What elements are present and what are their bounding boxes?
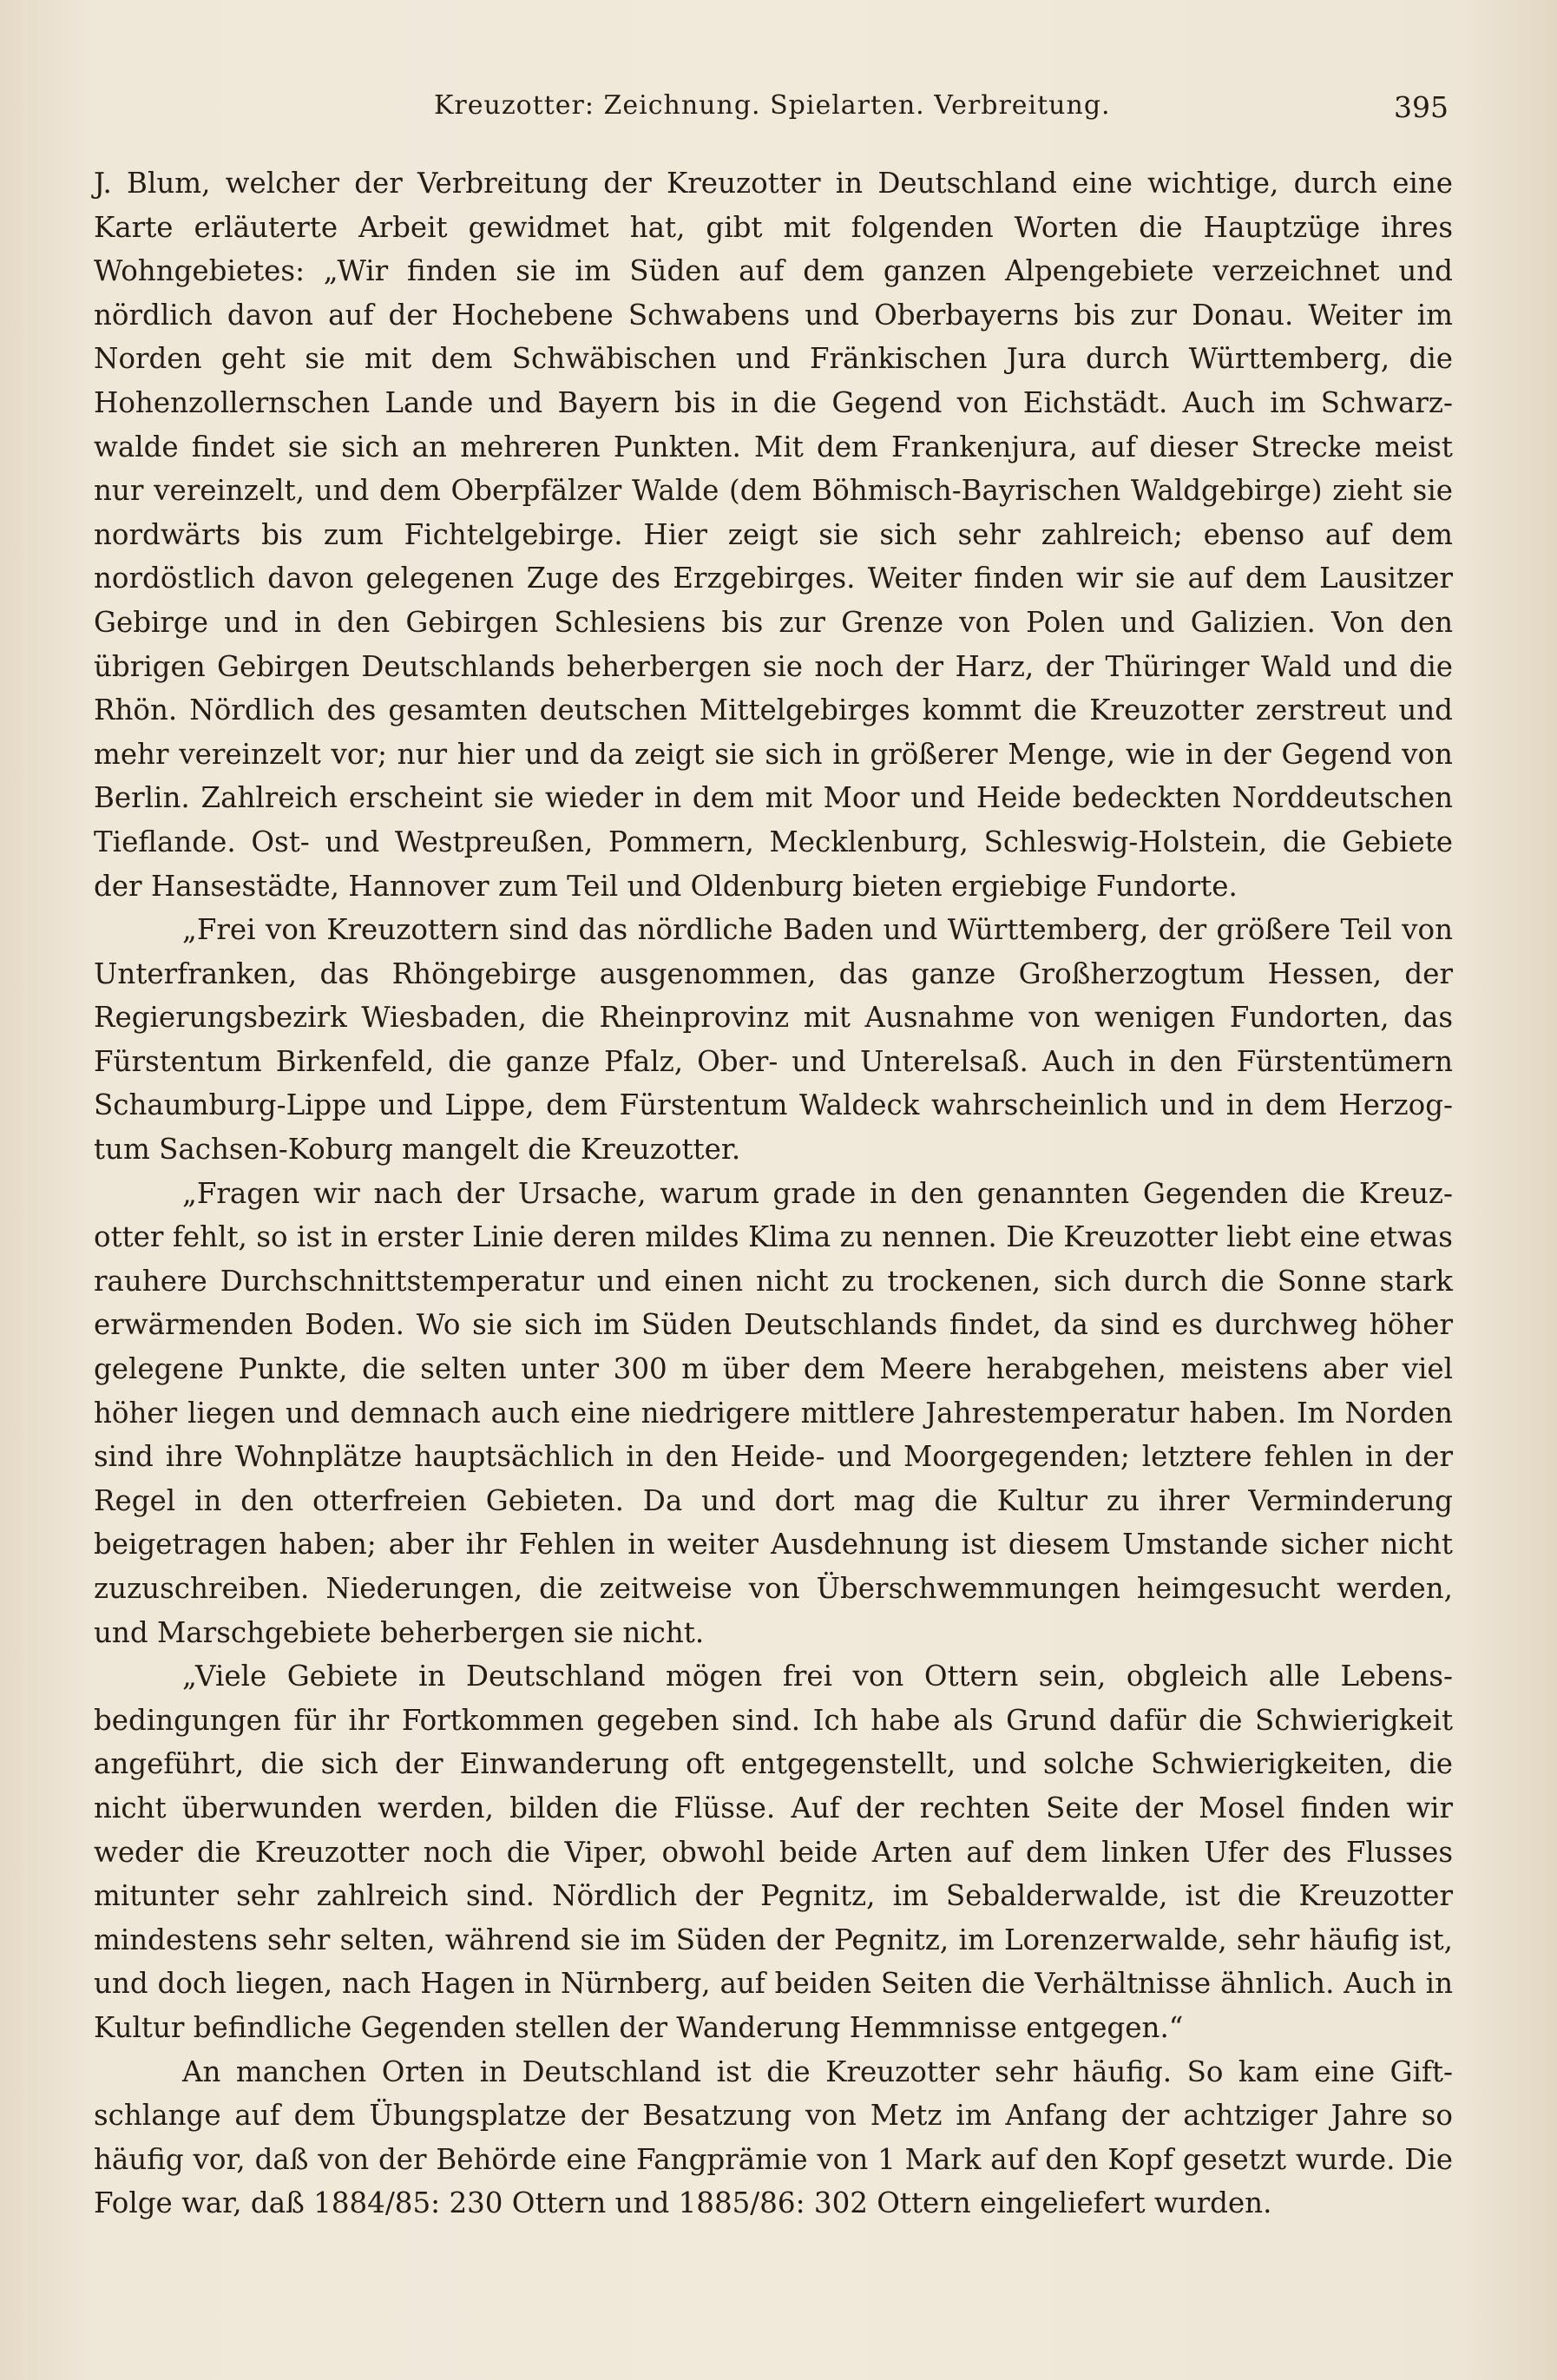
- paragraph-5: An manchen Orten in Deutschland ist die Kreuzotter sehr häufig. So kam eine Giftschlange auf dem Übungsplatze der Besatzung von Metz im Anfang der achtziger Jahre so häufig vor, daß von der Behörde eine Fangprämie von 1 Mark auf den Kopf gesetzt wurde. Die Folge war, daß 1884/85: 230 Ottern und 1885/86: 302 Ottern eingeliefert wurden.: [94, 2055, 1453, 2220]
- paragraph-1: J. Blum, welcher der Verbreitung der Kreuzotter in Deutschland eine wichtige, durch eine Karte erläuterte Arbeit gewidmet hat, gibt mit folgenden Worten die Hauptzüge ihres Wohngebietes: „Wir finden sie im Süden auf dem ganzen Alpengebiete verzeichnet und nördlich davon auf der Hochebene Schwabens und Oberbayerns bis zur Donau. Weiter im Norden geht sie mit dem Schwäbischen und Fränkischen Jura durch Württemberg, die Hohenzollernschen Lande und Bayern bis in die Gegend von Eichstädt. Auch im Schwarzwalde findet sie sich an mehreren Punkten. Mit dem Frankenjura, auf dieser Strecke meist nur vereinzelt, und dem Oberpfälzer Walde (dem Böhmisch-Bayrischen Waldgebirge) zieht sie nordwärts bis zum Fichtelgebirge. Hier zeigt sie sich sehr zahlreich; ebenso auf dem nordöstlich davon gelegenen Zuge des Erzgebirges. Weiter finden wir sie auf dem Lausitzer Gebirge und in den Gebirgen Schlesiens bis zur Grenze von Polen und Galizien. Von den übrigen Gebirgen Deutschlands beherbergen sie noch der Harz, der Thüringer Wald und die Rhön. Nördlich des gesamten deutschen Mittelgebirges kommt die Kreuzotter zerstreut und mehr vereinzelt vor; nur hier und da zeigt sie sich in größerer Menge, wie in der Gegend von Berlin. Zahlreich erscheint sie wieder in dem mit Moor und Heide bedeckten Norddeutschen Tieflande. Ost- und Westpreußen, Pommern, Mecklenburg, Schleswig-Holstein, die Gebiete der Hansestädte, Hannover zum Teil und Oldenburg bieten ergiebige Fundorte.: [94, 167, 1453, 903]
- paragraph-3: „Fragen wir nach der Ursache, warum grade in den genannten Gegenden die Kreuzotter fehlt, so ist in erster Linie deren mildes Klima zu nennen. Die Kreuzotter liebt eine etwas rauhere Durchschnittstemperatur und einen nicht zu trockenen, sich durch die Sonne stark erwärmenden Boden. Wo sie sich im Süden Deutschlands findet, da sind es durchweg höher gelegene Punkte, die selten unter 300 m über dem Meere herabgehen, meistens aber viel höher liegen und demnach auch eine niedrigere mittlere Jahrestemperatur haben. Im Norden sind ihre Wohnplätze hauptsächlich in den Heide- und Moorgegenden; letztere fehlen in der Regel in den otterfreien Gebieten. Da und dort mag die Kultur zu ihrer Verminderung beigetragen haben; aber ihr Fehlen in weiter Ausdehnung ist diesem Umstande sicher nicht zuzuschreiben. Niederungen, die zeitweise von Überschwemmungen heimgesucht werden, und Marschgebiete beherbergen sie nicht.: [94, 1176, 1453, 1649]
- body-text: [94, 161, 1453, 2349]
- running-title: Kreuzotter: Zeichnung. Spielarten. Verbreitung.: [434, 90, 1111, 121]
- paragraph-2: „Frei von Kreuzottern sind das nördliche Baden und Württemberg, der größere Teil von Unterfranken, das Rhöngebirge ausgenommen, das ganze Großherzogtum Hessen, der Regierungsbezirk Wiesbaden, die Rheinprovinz mit Ausnahme von wenigen Fundorten, das Fürstentum Birkenfeld, die ganze Pfalz, Ober- und Unterelsaß. Auch in den Fürstentümern Schaumburg-Lippe und Lippe, dem Fürstentum Waldeck wahrscheinlich und in dem Herzogtum Sachsen-Koburg mangelt die Kreuzotter.: [94, 913, 1453, 1167]
- paragraph-4: „Viele Gebiete in Deutschland mögen frei von Ottern sein, obgleich alle Lebensbedingungen für ihr Fortkommen gegeben sind. Ich habe als Grund dafür die Schwierigkeit angeführt, die sich der Einwanderung oft entgegenstellt, und solche Schwierigkeiten, die nicht überwunden werden, bilden die Flüsse. Auf der rechten Seite der Mosel finden wir weder die Kreuzotter noch die Viper, obwohl beide Arten auf dem linken Ufer des Flusses mitunter sehr zahlreich sind. Nördlich der Pegnitz, im Sebalderwalde, ist die Kreuzotter mindestens sehr selten, während sie im Süden der Pegnitz, im Lorenzerwalde, sehr häufig ist, und doch liegen, nach Hagen in Nürnberg, auf beiden Seiten die Verhältnisse ähnlich. Auch in Kultur befindliche Gegenden stellen der Wanderung Hemmnisse entgegen.“: [94, 1660, 1453, 2044]
- running-head: [0, 90, 1557, 142]
- page-number: 395: [1394, 90, 1449, 124]
